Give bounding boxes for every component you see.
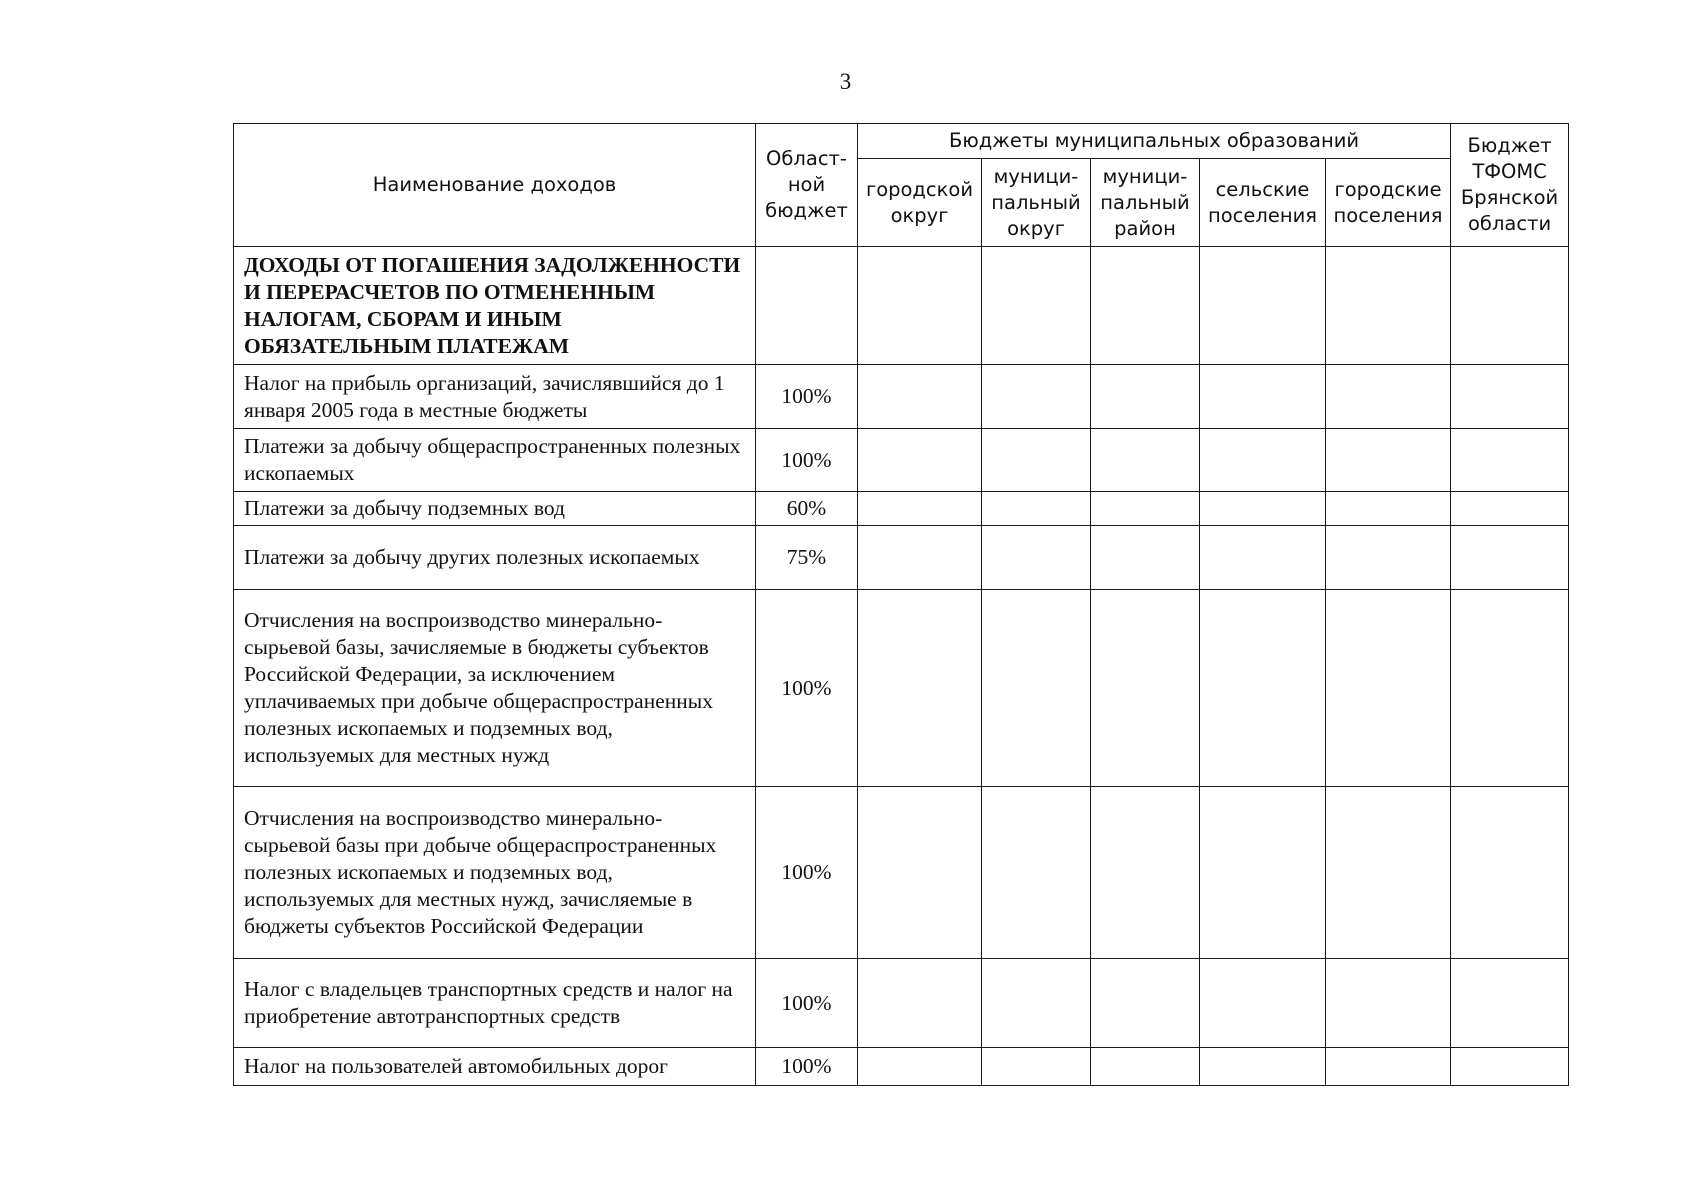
revenue-distribution-table	[233, 123, 1569, 1086]
empty-cell	[858, 1048, 982, 1086]
empty-cell	[1091, 429, 1200, 492]
revenue-name-cell: Налог на прибыль организаций, зачислявшийся до 1 января 2005 года в местные бюджеты	[234, 365, 756, 429]
header-revenue-name: Наименование доходов	[234, 124, 756, 247]
empty-cell	[858, 492, 982, 526]
header-regional-budget: Област- ной бюджет	[756, 124, 858, 247]
table-row	[234, 492, 1569, 526]
empty-cell	[982, 787, 1091, 959]
table-row	[234, 429, 1569, 492]
header-city-district: городской округ	[858, 159, 982, 247]
empty-cell	[1326, 365, 1451, 429]
regional-share-cell: 100%	[756, 590, 858, 787]
regional-share-cell: 100%	[756, 365, 858, 429]
regional-share-cell: 75%	[756, 526, 858, 590]
empty-cell	[1200, 526, 1326, 590]
empty-cell	[1091, 526, 1200, 590]
empty-cell	[1091, 365, 1200, 429]
regional-share-cell: 100%	[756, 429, 858, 492]
empty-cell	[1326, 429, 1451, 492]
table-row	[234, 590, 1569, 787]
revenue-name-cell: Отчисления на воспроизводство минерально-сырьевой базы, зачисляемые в бюджеты субъектов Российской Федерации, за исключением уплачиваемых при добыче общераспространенных полезных ископаемых и подземных вод, используемых для местных нужд	[234, 590, 756, 787]
empty-cell	[1451, 1048, 1569, 1086]
empty-cell	[1091, 959, 1200, 1048]
empty-cell	[1200, 429, 1326, 492]
empty-cell	[982, 590, 1091, 787]
empty-cell	[1091, 1048, 1200, 1086]
table-row	[234, 1048, 1569, 1086]
empty-cell	[982, 492, 1091, 526]
header-rural-settlements: сельские поселения	[1200, 159, 1326, 247]
header-municipal-district: муници- пальный округ	[982, 159, 1091, 247]
table-row	[234, 787, 1569, 959]
revenue-name-cell: Платежи за добычу подземных вод	[234, 492, 756, 526]
revenue-name-cell: Отчисления на воспроизводство минерально-сырьевой базы при добыче общераспространенных полезных ископаемых и подземных вод, используемых для местных нужд, зачисляемые в бюджеты субъектов Российской Федерации	[234, 787, 756, 959]
empty-cell	[1326, 492, 1451, 526]
empty-cell	[1326, 590, 1451, 787]
empty-cell	[1451, 959, 1569, 1048]
empty-cell	[982, 959, 1091, 1048]
empty-cell	[858, 365, 982, 429]
empty-cell	[858, 590, 982, 787]
empty-cell	[1451, 429, 1569, 492]
section-title: ДОХОДЫ ОТ ПОГАШЕНИЯ ЗАДОЛЖЕННОСТИ И ПЕРЕРАСЧЕТОВ ПО ОТМЕНЕННЫМ НАЛОГАМ, СБОРАМ И ИНЫМ ОБЯЗАТЕЛЬНЫМ ПЛАТЕЖАМ	[244, 252, 741, 358]
empty-cell	[1200, 365, 1326, 429]
empty-cell	[858, 526, 982, 590]
empty-cell	[1451, 492, 1569, 526]
table-body	[234, 247, 1569, 1086]
regional-share-cell: 60%	[756, 492, 858, 526]
empty-cell	[858, 787, 982, 959]
empty-cell	[982, 1048, 1091, 1086]
empty-cell	[1200, 1048, 1326, 1086]
empty-cell	[1091, 492, 1200, 526]
empty-cell	[858, 429, 982, 492]
empty-cell	[756, 247, 858, 365]
section-row	[234, 247, 1569, 365]
empty-cell	[1200, 959, 1326, 1048]
revenue-name-cell: Налог с владельцев транспортных средств и налог на приобретение автотранспортных средств	[234, 959, 756, 1048]
empty-cell	[1200, 590, 1326, 787]
revenue-name-cell: Налог на пользователей автомобильных дорог	[234, 1048, 756, 1086]
empty-cell	[1326, 787, 1451, 959]
header-urban-settlements: городские поселения	[1326, 159, 1451, 247]
regional-share-cell: 100%	[756, 787, 858, 959]
regional-share-cell: 100%	[756, 1048, 858, 1086]
header-tfoms-budget: Бюджет ТФОМС Брянской области	[1451, 124, 1569, 247]
header-municipal-region: муници- пальный район	[1091, 159, 1200, 247]
empty-cell	[1200, 247, 1326, 365]
table-row	[234, 365, 1569, 429]
empty-cell	[982, 365, 1091, 429]
header-municipal-budgets: Бюджеты муниципальных образований	[858, 124, 1451, 159]
regional-share-cell: 100%	[756, 959, 858, 1048]
empty-cell	[858, 959, 982, 1048]
table-row	[234, 526, 1569, 590]
empty-cell	[1091, 247, 1200, 365]
page-number: 3	[839, 69, 852, 94]
empty-cell	[1451, 365, 1569, 429]
empty-cell	[1326, 526, 1451, 590]
empty-cell	[1200, 787, 1326, 959]
table-row	[234, 959, 1569, 1048]
empty-cell	[1451, 526, 1569, 590]
revenue-name-cell: Платежи за добычу общераспространенных полезных ископаемых	[234, 429, 756, 492]
section-title-cell	[234, 247, 756, 365]
empty-cell	[982, 526, 1091, 590]
empty-cell	[1326, 1048, 1451, 1086]
empty-cell	[1451, 590, 1569, 787]
empty-cell	[982, 429, 1091, 492]
empty-cell	[1451, 787, 1569, 959]
revenue-name-cell: Платежи за добычу других полезных ископаемых	[234, 526, 756, 590]
empty-cell	[858, 247, 982, 365]
empty-cell	[1091, 787, 1200, 959]
empty-cell	[1200, 492, 1326, 526]
empty-cell	[982, 247, 1091, 365]
empty-cell	[1451, 247, 1569, 365]
empty-cell	[1091, 590, 1200, 787]
empty-cell	[1326, 959, 1451, 1048]
empty-cell	[1326, 247, 1451, 365]
